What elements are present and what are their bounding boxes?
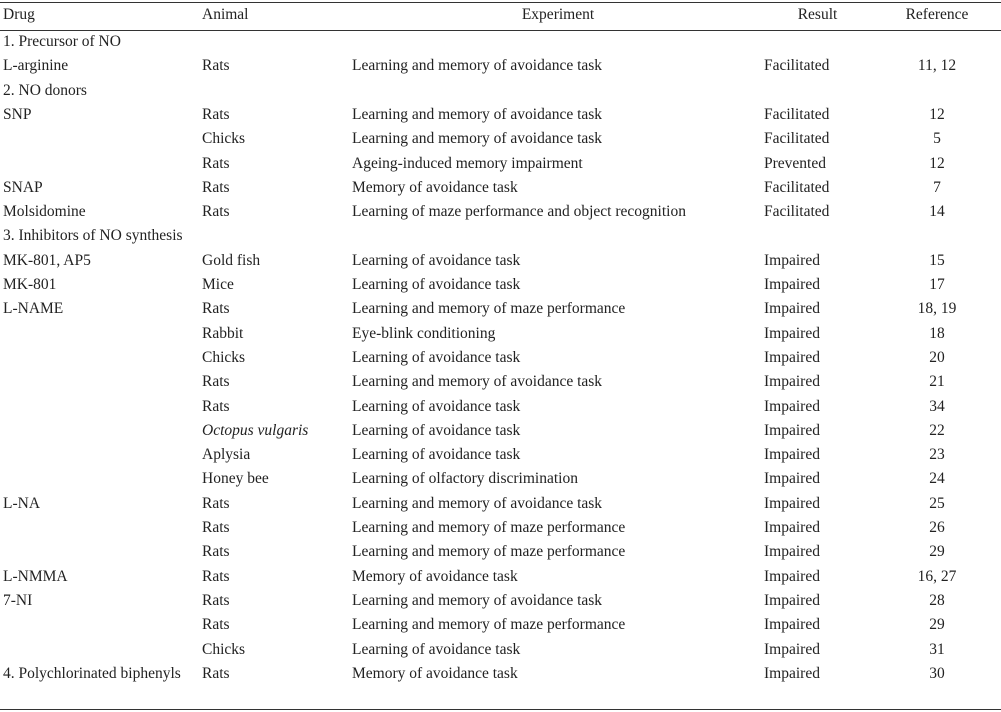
animal-cell: Chicks [202, 130, 246, 148]
animal-cell: Chicks [202, 640, 246, 658]
reference-cell: 15 [929, 251, 945, 269]
drug-cell: L-NA [3, 494, 41, 512]
reference-cell: 18, 19 [917, 300, 957, 318]
reference-cell: 5 [933, 130, 941, 148]
animal-cell: Rats [202, 543, 230, 561]
reference-cell: 21 [929, 373, 945, 391]
result-cell: Impaired [764, 640, 820, 658]
animal-cell: Rats [202, 664, 230, 682]
experiment-cell: Learning and memory of maze performance [352, 543, 626, 561]
experiment-cell: Ageing-induced memory impairment [352, 154, 583, 172]
animal-cell: Rats [202, 105, 230, 123]
drug-cell: L-NAME [3, 300, 64, 318]
experiment-cell: Learning and memory of avoidance task [352, 591, 603, 609]
animal-cell: Rabbit [202, 324, 244, 342]
table-row [0, 614, 1001, 638]
reference-cell: 24 [929, 470, 945, 488]
drug-cell: 1. Precursor of NO [3, 33, 121, 50]
reference-cell: 18 [929, 324, 945, 342]
result-cell: Impaired [764, 567, 820, 585]
experiment-cell: Eye-blink conditioning [352, 324, 496, 342]
experiment-cell: Learning and memory of avoidance task [352, 373, 603, 391]
result-cell: Impaired [764, 324, 820, 342]
result-cell: Impaired [764, 373, 820, 391]
experiment-cell: Learning and memory of avoidance task [352, 105, 603, 123]
table-row [0, 517, 1001, 541]
table-row [0, 177, 1001, 201]
result-cell: Impaired [764, 616, 820, 634]
table-row [0, 347, 1001, 371]
experiment-cell: Learning of avoidance task [352, 348, 521, 366]
animal-cell: Honey bee [202, 470, 269, 488]
reference-cell: 30 [929, 664, 945, 682]
header-experiment: Experiment [521, 6, 595, 23]
table-row [0, 371, 1001, 395]
result-cell: Facilitated [764, 105, 830, 123]
table-row [0, 153, 1001, 177]
table-body [0, 31, 1001, 709]
experiment-cell: Learning of avoidance task [352, 251, 521, 269]
table-row [0, 55, 1001, 79]
drug-cell: 2. NO donors [3, 81, 87, 99]
experiment-cell: Learning of avoidance task [352, 397, 521, 415]
drug-cell: 4. Polychlorinated biphenyls [3, 664, 181, 682]
table-row [0, 541, 1001, 565]
result-cell: Impaired [764, 519, 820, 536]
reference-cell: 12 [929, 154, 945, 172]
animal-cell: Mice [202, 276, 234, 293]
result-cell: Impaired [764, 470, 820, 488]
reference-cell: 14 [929, 203, 945, 221]
result-cell: Impaired [764, 543, 820, 561]
result-cell: Impaired [764, 276, 820, 293]
table-row [0, 225, 1001, 249]
experiment-cell: Memory of avoidance task [352, 567, 518, 585]
table-row [0, 128, 1001, 152]
experiment-cell: Learning and memory of maze performance [352, 519, 626, 536]
experiment-cell: Learning and memory of maze performance [352, 616, 626, 634]
header-animal: Animal [202, 6, 249, 23]
drug-cell: 7-NI [3, 591, 33, 609]
reference-cell: 22 [929, 421, 945, 439]
table-row [0, 323, 1001, 347]
result-cell: Facilitated [764, 203, 830, 221]
drug-cell: SNP [3, 105, 32, 123]
animal-cell: Rats [202, 57, 230, 75]
reference-cell: 12 [929, 105, 945, 123]
result-cell: Impaired [764, 494, 820, 512]
reference-cell: 34 [929, 397, 945, 415]
experiment-cell: Memory of avoidance task [352, 664, 518, 682]
result-cell: Impaired [764, 397, 820, 415]
table-row [0, 444, 1001, 468]
animal-cell: Rats [202, 203, 230, 221]
table-header [0, 4, 1001, 28]
reference-cell: 25 [929, 494, 945, 512]
table-row [0, 250, 1001, 274]
animal-cell: Rats [202, 300, 230, 318]
experiment-cell: Learning of avoidance task [352, 640, 521, 658]
result-cell: Facilitated [764, 178, 830, 196]
table-bottom-rule [0, 709, 1001, 710]
reference-cell: 11, 12 [917, 57, 957, 75]
experiment-cell: Learning of avoidance task [352, 446, 521, 464]
reference-cell: 29 [929, 616, 945, 634]
reference-cell: 20 [929, 348, 945, 366]
experiment-cell: Memory of avoidance task [352, 178, 518, 196]
drug-cell: MK-801 [3, 276, 57, 293]
animal-cell: Rats [202, 373, 230, 391]
reference-cell: 16, 27 [917, 567, 957, 585]
experiment-cell: Learning of avoidance task [352, 276, 521, 293]
header-drug: Drug [3, 6, 35, 23]
reference-cell: 29 [929, 543, 945, 561]
result-cell: Facilitated [764, 130, 830, 148]
drug-cell: SNAP [3, 178, 43, 196]
result-cell: Impaired [764, 421, 820, 439]
table-row [0, 420, 1001, 444]
animal-cell: Rats [202, 519, 230, 536]
experiment-cell: Learning and memory of avoidance task [352, 494, 603, 512]
result-cell: Impaired [764, 300, 820, 318]
table-row [0, 396, 1001, 420]
experiment-cell: Learning and memory of avoidance task [352, 130, 603, 148]
result-cell: Impaired [764, 591, 820, 609]
table-row [0, 31, 1001, 55]
animal-cell: Rats [202, 178, 230, 196]
experiment-cell: Learning of olfactory discrimination [352, 470, 578, 488]
experiment-cell: Learning and memory of maze performance [352, 300, 626, 318]
drug-cell: MK-801, AP5 [3, 251, 91, 269]
result-cell: Impaired [764, 348, 820, 366]
table-row [0, 566, 1001, 590]
reference-cell: 17 [929, 276, 945, 293]
table-row [0, 201, 1001, 225]
table-row [0, 663, 1001, 707]
animal-cell: Gold fish [202, 251, 261, 269]
experiment-cell: Learning of avoidance task [352, 421, 521, 439]
result-cell: Impaired [764, 251, 820, 269]
table-top-rule [0, 2, 1001, 3]
experiment-cell: Learning of maze performance and object recognition [352, 203, 686, 221]
animal-cell: Chicks [202, 348, 246, 366]
animal-cell: Rats [202, 567, 230, 585]
reference-cell: 7 [933, 178, 941, 196]
table-row [0, 274, 1001, 298]
table-row [0, 639, 1001, 663]
table-row [0, 104, 1001, 128]
animal-cell: Rats [202, 154, 230, 172]
result-cell: Prevented [764, 154, 826, 172]
reference-cell: 26 [929, 519, 945, 536]
result-cell: Impaired [764, 446, 820, 464]
result-cell: Facilitated [764, 57, 830, 75]
animal-cell: Rats [202, 494, 230, 512]
table-row [0, 298, 1001, 322]
table-row [0, 468, 1001, 492]
table-row [0, 80, 1001, 104]
experiment-cell: Learning and memory of avoidance task [352, 57, 603, 75]
drug-cell: L-arginine [3, 57, 69, 75]
result-cell: Impaired [764, 664, 820, 682]
reference-cell: 28 [929, 591, 945, 609]
drug-cell: 3. Inhibitors of NO synthesis [3, 227, 183, 245]
animal-cell: Rats [202, 591, 230, 609]
reference-cell: 31 [929, 640, 945, 658]
reference-cell: 23 [929, 446, 945, 464]
table-row [0, 590, 1001, 614]
table-row [0, 493, 1001, 517]
header-result: Result [797, 6, 838, 23]
drug-cell: Molsidomine [3, 203, 86, 221]
drug-cell: L-NMMA [3, 567, 68, 585]
animal-cell: Rats [202, 397, 230, 415]
animal-cell: Rats [202, 616, 230, 634]
animal-cell: Aplysia [202, 446, 251, 464]
animal-cell: Octopus vulgaris [202, 421, 309, 439]
header-reference: Reference [905, 6, 969, 23]
